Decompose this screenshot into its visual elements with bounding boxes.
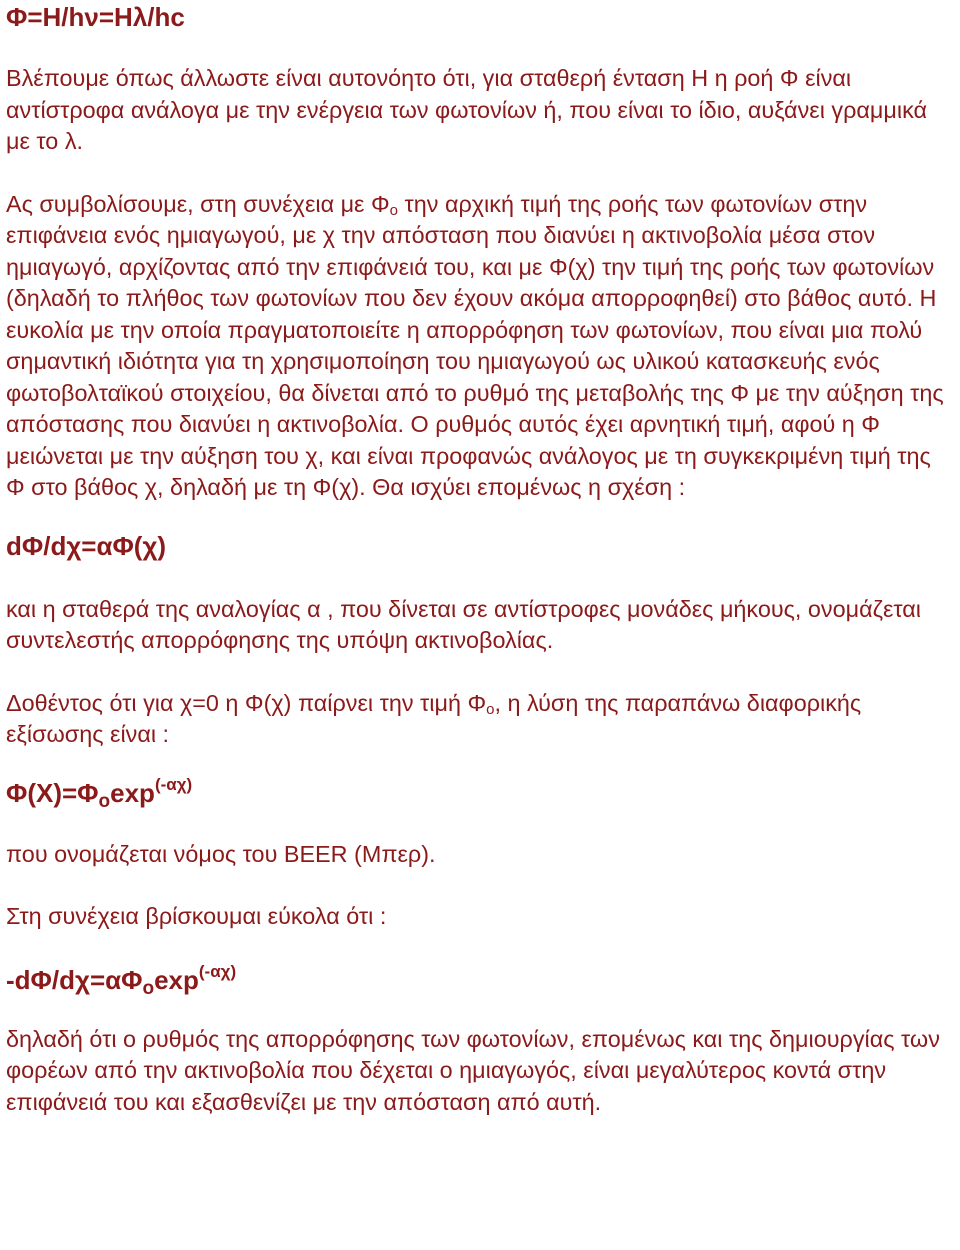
paragraph-absorption-coefficient: και η σταθερά της αναλογίας α , που δίνεται σε αντίστροφες μονάδες μήκους, ονομάζεται συντελεστής απορρόφησης της υπόψη ακτινοβολίας. [6, 595, 921, 653]
paragraph-initial-condition-text-b: , η λύση της παραπάνω διαφορικής εξίσωσης είναι : [6, 689, 862, 747]
exponent: (-αχ) [198, 961, 237, 981]
paragraph-intro: Βλέπουμε όπως άλλωστε είναι αυτονόητο ότι, για σταθερή ένταση Η η ροή Φ είναι αντίστροφα ανάλογα με την ενέργεια των φωτονίων ή, που είναι το ίδιο, αυξάνει γραμμικά με το λ. [6, 65, 928, 154]
paragraph-conclusion: δηλαδή ότι ο ρυθμός της απορρόφησης των φωτονίων, επομένως και της δημιουργίας των φορέων από την ακτινοβολία που δέχεται ο ημιαγωγός, είναι μεγαλύτερος κοντά στην επιφάνειά του και εξασθενίζει με την απόσταση από αυτή. [6, 1025, 940, 1115]
paragraph-definition-text-b: την αρχική τιμή της ροής των φωτονίων στην επιφάνεια ενός ημιαγωγού, με χ την απόσταση που διανύει η ακτινοβολία μέσα στον ημιαγωγό, αρχίζοντας από την επιφάνειά του, και με Φ(χ) την τιμή της ροής των φωτονίων (δηλαδή το πλήθος των φωτονίων που δεν έχουν ακόμα απορροφηθεί) στο βάθος αυτό. Η ευκολία με την οποία πραγματοποιείτε η απορρόφηση των φωτονίων, που είναι μια πολύ σημαντική ιδιότητα για τη χρησιμοποίηση του ημιαγωγού ως υλικού κατασκευής ενός φωτοβολταϊκού στοιχείου, θα δίνεται από το ρυθμό της μεταβολής της Φ με την αύξηση της απόστασης που διανύει η ακτινοβολία. Ο ρυθμός αυτός έχει αρνητική τιμή, αφού η Φ μειώνεται με την αύξηση του χ, και είναι προφανώς ανάλογος με τη συγκεκριμένη τιμή της Φ στο βάθος χ, δηλαδή με τη Φ(χ). Θα ισχύει επομένως η σχέση : [6, 190, 944, 500]
formula-absorption-rate-text-b: exp [154, 964, 199, 995]
paragraph-next-step: Στη συνέχεια βρίσκουμαι εύκολα ότι : [6, 903, 387, 929]
formula-absorption-rate [6, 961, 952, 999]
subscript-o: o [486, 700, 495, 718]
formula-beer-law-text-b: exp [110, 777, 155, 808]
paragraph-initial-condition-text-a: Δοθέντος ότι για χ=0 η Φ(χ) παίρνει την τιμή Φ [6, 689, 487, 716]
formula-differential: dΦ/dχ=αΦ(χ) [6, 530, 167, 561]
formula-photon-flux: Φ=Η/hν=Ηλ/hc [6, 2, 185, 32]
paragraph-definition [6, 189, 952, 504]
subscript-o: o [389, 201, 398, 219]
formula-absorption-rate-text-a: -dΦ/dχ=αΦ [6, 964, 143, 995]
paragraph-definition-text-a: Ας συμβολίσουμε, στη συνέχεια με Φ [6, 190, 390, 217]
exponent: (-αχ) [154, 774, 193, 794]
formula-beer-law-text-a: Φ(Χ)=Φ [6, 777, 99, 808]
subscript-o: o [142, 977, 155, 999]
paragraph-beer-law-name: που ονομάζεται νόμος του BEER (Μπερ). [6, 840, 436, 867]
subscript-o: o [98, 790, 111, 812]
formula-beer-law [6, 774, 952, 812]
paragraph-initial-condition [6, 688, 952, 751]
